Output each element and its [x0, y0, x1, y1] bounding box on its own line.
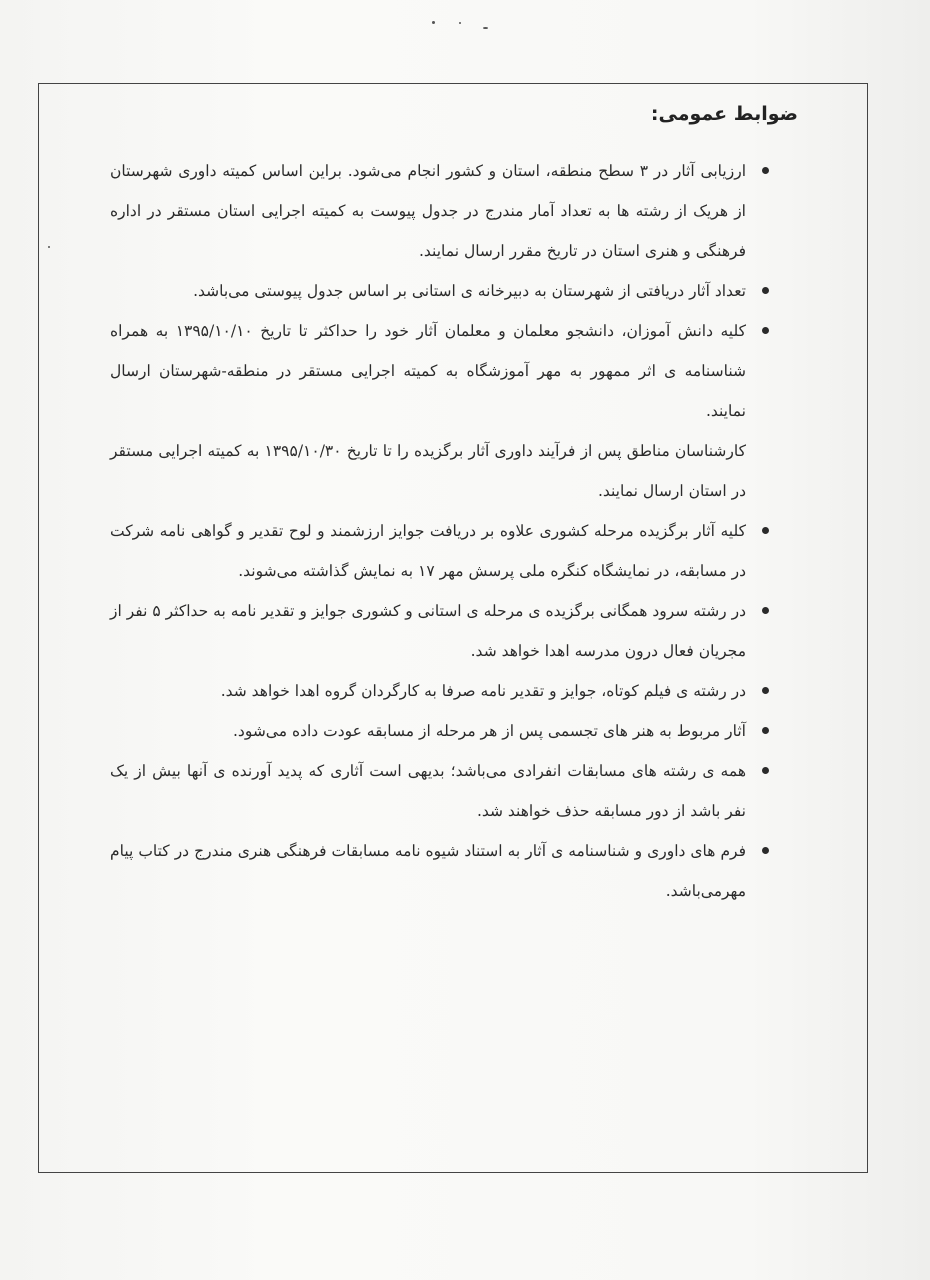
rule-text: همه ی رشته های مسابقات انفرادی می‌باشد؛ بدیهی است آثاری که پدید آورنده ی آنها بیش از یک نفر باشد از دور مسابقه حذف خواهند شد.: [110, 762, 746, 820]
rule-text: آثار مربوط به هنر های تجسمی پس از هر مرحله از مسابقه عودت داده می‌شود.: [232, 722, 746, 740]
scan-speck: [432, 21, 435, 24]
list-item: [110, 151, 778, 271]
rules-list: [110, 151, 778, 911]
list-item: [110, 511, 778, 591]
rule-text: تعداد آثار دریافتی از شهرستان به دبیرخانه ی استانی بر اساس جدول پیوستی می‌باشد.: [193, 282, 746, 300]
bullet-icon: [762, 527, 769, 534]
list-item: [110, 591, 778, 671]
rule-text: ارزیابی آثار در ۳ سطح منطقه، استان و کشور انجام می‌شود. براین اساس کمیته داوری شهرستان از هریک از رشته ها به تعداد آمار مندرج در جدول پیوست به کمیته اجرایی استان مستقر در اداره فرهنگی و هنری استان در تاریخ مقرر ارسال نمایند.: [110, 162, 746, 260]
list-item: [110, 311, 778, 511]
list-item: [110, 671, 778, 711]
rule-text: فرم های داوری و شناسنامه ی آثار به استناد شیوه نامه مسابقات فرهنگی هنری مندرج در کتاب پیام مهرمی‌باشد.: [110, 842, 746, 900]
section-heading: ضوابط عمومی:: [650, 103, 798, 125]
list-item: [110, 751, 778, 831]
list-item: [110, 711, 778, 751]
bullet-icon: [762, 727, 769, 734]
list-item: [110, 831, 778, 911]
bullet-icon: [762, 847, 769, 854]
bullet-icon: [762, 687, 769, 694]
rule-text: در رشته سرود همگانی برگزیده ی مرحله ی استانی و کشوری جوایز و تقدیر نامه به حداکثر ۵ نفر از مجریان فعال درون مدرسه اهدا خواهد شد.: [110, 602, 746, 660]
bullet-icon: [762, 767, 769, 774]
rule-text: در رشته ی فیلم کوتاه، جوایز و تقدیر نامه صرفا به کارگردان گروه اهدا خواهد شد.: [220, 682, 746, 700]
rule-text: کلیه آثار برگزیده مرحله کشوری علاوه بر دریافت جوایز ارزشمند و لوح تقدیر و گواهی نامه شرکت در مسابقه، در نمایشگاه کنگره ملی پرسش مهر ۱۷ به نمایش گذاشته می‌شوند.: [110, 522, 746, 580]
bullet-icon: [762, 167, 769, 174]
scan-speck: [459, 22, 461, 24]
bullet-icon: [762, 287, 769, 294]
scan-speck: [483, 27, 488, 29]
rule-text: کلیه دانش آموزان، دانشجو معلمان و معلمان آثار خود را حداکثر تا تاریخ ۱۳۹۵/۱۰/۱۰ به همراه شناسنامه ی اثر ممهور به مهر آموزشگاه به کمیته اجرایی مستقر در منطقه-شهرستان ارسال نمایند.: [110, 322, 746, 420]
rule-text-continued: کارشناسان مناطق پس از فرآیند داوری آثار برگزیده را تا تاریخ ۱۳۹۵/۱۰/۳۰ به کمیته اجرایی مستقر در استان ارسال نمایند.: [110, 442, 746, 500]
bullet-icon: [762, 327, 769, 334]
list-item: [110, 271, 778, 311]
bullet-icon: [762, 607, 769, 614]
